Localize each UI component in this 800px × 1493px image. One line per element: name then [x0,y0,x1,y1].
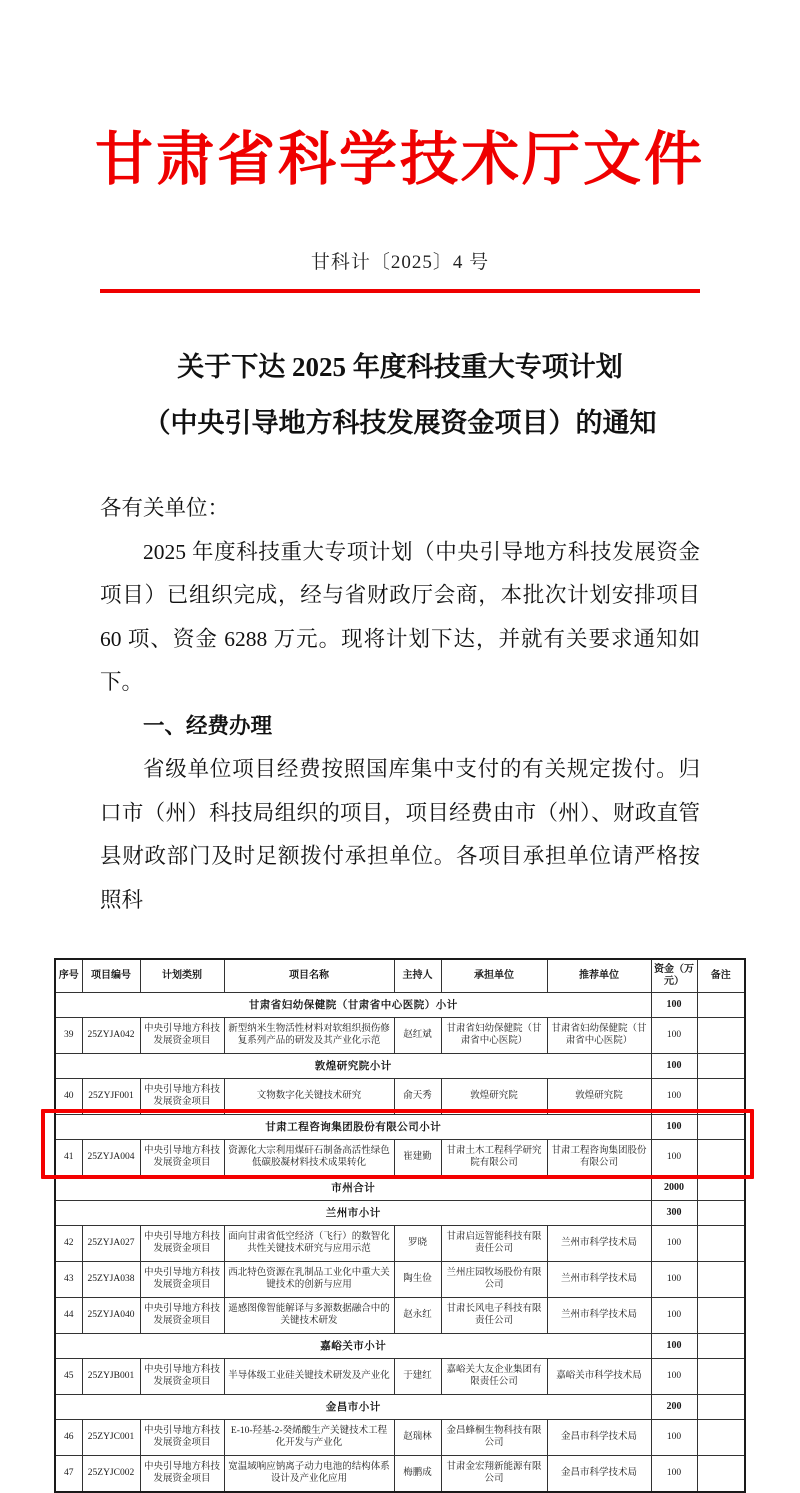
cell-leader: 陶生俭 [394,1262,441,1298]
table-header-row [55,959,745,993]
subtotal-note [697,1176,745,1201]
subtotal-amount: 2000 [651,1176,697,1201]
column-header-4: 主持人 [394,959,441,993]
subtotal-label: 嘉峪关市小计 [55,1334,651,1359]
cell-name: 西北特色资源在乳制品工业化中重大关键技术的创新与应用 [224,1262,394,1298]
cell-undertaker: 嘉峪关大友企业集团有限责任公司 [441,1359,547,1395]
cell-leader: 罗晓 [394,1226,441,1262]
column-header-3: 项目名称 [224,959,394,993]
project-row-44 [55,1298,745,1334]
agency-letterhead-title: 甘肃省科学技术厅文件 [94,127,705,192]
subtotal-label: 敦煌研究院小计 [55,1054,651,1079]
cell-category: 中央引导地方科技发展资金项目 [140,1262,224,1298]
subtotal-row [55,1334,745,1359]
subtotal-row [55,993,745,1018]
cell-leader: 梅鹏成 [394,1456,441,1493]
cell-code: 25ZYJC002 [82,1456,140,1493]
project-row-40 [55,1079,745,1115]
cell-name: 文物数字化关键技术研究 [224,1079,394,1115]
subtotal-label: 市州合计 [55,1176,651,1201]
cell-note [697,1140,745,1176]
cell-recommender: 甘肃工程咨询集团股份有限公司 [547,1140,651,1176]
subtotal-amount: 100 [651,993,697,1018]
subtotal-note [697,993,745,1018]
cell-recommender: 金昌市科学技术局 [547,1456,651,1493]
salutation: 各有关单位： [100,496,230,521]
cell-category: 中央引导地方科技发展资金项目 [140,1018,224,1054]
cell-seq: 45 [55,1359,82,1395]
cell-amount: 100 [651,1420,697,1456]
cell-leader: 俞天秀 [394,1079,441,1115]
cell-note [697,1456,745,1493]
cell-code: 25ZYJA027 [82,1226,140,1262]
cell-category: 中央引导地方科技发展资金项目 [140,1079,224,1115]
cell-note [697,1359,745,1395]
column-header-8: 备注 [697,959,745,993]
cell-note [697,1226,745,1262]
cell-code: 25ZYJA004 [82,1140,140,1176]
subtotal-amount: 300 [651,1201,697,1226]
paragraph-intro: 2025 年度科技重大专项计划（中央引导地方科技发展资金项目）已组织完成，经与省财政厅会商，本批次计划安排项目 60 项、资金 6288 万元。现将计划下达，并就有关要求通知如下。 [100,539,700,695]
letterhead-divider-line [100,289,700,293]
notice-title [0,339,800,451]
cell-undertaker: 甘肃长风电子科技有限责任公司 [441,1298,547,1334]
cell-undertaker: 甘肃省妇幼保健院（甘肃省中心医院） [441,1018,547,1054]
cell-name: 面向甘肃省低空经济（飞行）的数智化共性关键技术研究与应用示范 [224,1226,394,1262]
cell-name: 半导体级工业硅关键技术研发及产业化 [224,1359,394,1395]
cell-leader: 赵红斌 [394,1018,441,1054]
subtotal-row [55,1395,745,1420]
cell-name: 宽温域响应钠离子动力电池的结构体系设计及产业化应用 [224,1456,394,1493]
subtotal-amount: 100 [651,1115,697,1140]
paragraph-funding: 省级单位项目经费按照国库集中支付的有关规定拨付。归口市（州）科技局组织的项目，项目经费由市（州）、财政直管县财政部门及时足额拨付承担单位。各项目承担单位请严格按照科 [100,757,700,912]
subtotal-label: 金昌市小计 [55,1395,651,1420]
cell-recommender: 嘉峪关市科学技术局 [547,1359,651,1395]
subtotal-note [697,1115,745,1140]
cell-recommender: 兰州市科学技术局 [547,1298,651,1334]
cell-recommender: 兰州市科学技术局 [547,1262,651,1298]
subtotal-row [55,1115,745,1140]
cell-seq: 47 [55,1456,82,1493]
cell-category: 中央引导地方科技发展资金项目 [140,1420,224,1456]
cell-amount: 100 [651,1456,697,1493]
cell-leader: 崔建勤 [394,1140,441,1176]
cell-note [697,1079,745,1115]
document-body [0,487,800,922]
column-header-6: 推荐单位 [547,959,651,993]
cell-code: 25ZYJA040 [82,1298,140,1334]
subtotal-note [697,1395,745,1420]
cell-seq: 44 [55,1298,82,1334]
cell-leader: 赵瑞林 [394,1420,441,1456]
cell-category: 中央引导地方科技发展资金项目 [140,1456,224,1493]
column-header-7: 资金（万元） [651,959,697,993]
column-header-2: 计划类别 [140,959,224,993]
cell-recommender: 敦煌研究院 [547,1079,651,1115]
cell-code: 25ZYJC001 [82,1420,140,1456]
cell-undertaker: 甘肃土木工程科学研究院有限公司 [441,1140,547,1176]
cell-amount: 100 [651,1359,697,1395]
subtotal-note [697,1201,745,1226]
document-number: 甘科计〔2025〕4 号 [310,252,490,274]
cell-undertaker: 兰州庄园牧场股份有限公司 [441,1262,547,1298]
cell-note [697,1018,745,1054]
section-heading-funding: 一、经费办理 [143,713,273,738]
cell-amount: 100 [651,1262,697,1298]
subtotal-note [697,1054,745,1079]
subtotal-row [55,1201,745,1226]
project-row-43 [55,1262,745,1298]
cell-note [697,1420,745,1456]
subtotal-note [697,1334,745,1359]
cell-amount: 100 [651,1140,697,1176]
cell-amount: 100 [651,1298,697,1334]
column-header-0: 序号 [55,959,82,993]
subtotal-label: 兰州市小计 [55,1201,651,1226]
subtotal-row [55,1054,745,1079]
cell-category: 中央引导地方科技发展资金项目 [140,1226,224,1262]
cell-code: 25ZYJA038 [82,1262,140,1298]
cell-undertaker: 金昌蜂桐生物科技有限公司 [441,1420,547,1456]
cell-name: 资源化大宗利用煤矸石制备高活性绿色低碳胶凝材料技术成果转化 [224,1140,394,1176]
cell-seq: 46 [55,1420,82,1456]
cell-amount: 100 [651,1018,697,1054]
cell-undertaker: 甘肃启远智能科技有限责任公司 [441,1226,547,1262]
cell-note [697,1262,745,1298]
cell-recommender: 金昌市科学技术局 [547,1420,651,1456]
cell-leader: 赵永红 [394,1298,441,1334]
cell-name: 新型纳米生物活性材料对软组织损伤修复系列产品的研发及其产业化示范 [224,1018,394,1054]
cell-name: 遥感图像智能解译与多源数据融合中的关键技术研发 [224,1298,394,1334]
project-row-45 [55,1359,745,1395]
subtotal-label: 甘肃省妇幼保健院（甘肃省中心医院）小计 [55,993,651,1018]
project-row-39 [55,1018,745,1054]
cell-leader: 于建红 [394,1359,441,1395]
projects-table [54,958,746,1493]
cell-amount: 100 [651,1079,697,1115]
project-row-47 [55,1456,745,1493]
notice-title-line1: 关于下达 2025 年度科技重大专项计划 [177,352,623,383]
column-header-1: 项目编号 [82,959,140,993]
project-row-41 [55,1140,745,1176]
subtotal-amount: 200 [651,1395,697,1420]
notice-title-line2: （中央引导地方科技发展资金项目）的通知 [143,408,657,439]
cell-seq: 40 [55,1079,82,1115]
cell-category: 中央引导地方科技发展资金项目 [140,1140,224,1176]
subtotal-amount: 100 [651,1334,697,1359]
cell-category: 中央引导地方科技发展资金项目 [140,1298,224,1334]
cell-name: E-10-羟基-2-癸烯酸生产关键技术工程化开发与产业化 [224,1420,394,1456]
cell-seq: 43 [55,1262,82,1298]
cell-code: 25ZYJF001 [82,1079,140,1115]
cell-code: 25ZYJB001 [82,1359,140,1395]
cell-code: 25ZYJA042 [82,1018,140,1054]
project-row-46 [55,1420,745,1456]
cell-recommender: 甘肃省妇幼保健院（甘肃省中心医院） [547,1018,651,1054]
cell-undertaker: 甘肃金宏翔新能源有限公司 [441,1456,547,1493]
subtotal-label: 甘肃工程咨询集团股份有限公司小计 [55,1115,651,1140]
cell-note [697,1298,745,1334]
subtotal-amount: 100 [651,1054,697,1079]
cell-seq: 41 [55,1140,82,1176]
project-row-42 [55,1226,745,1262]
cell-category: 中央引导地方科技发展资金项目 [140,1359,224,1395]
cell-amount: 100 [651,1226,697,1262]
cell-seq: 39 [55,1018,82,1054]
cell-seq: 42 [55,1226,82,1262]
cell-undertaker: 敦煌研究院 [441,1079,547,1115]
projects-table-wrap [0,958,800,1493]
cell-recommender: 兰州市科学技术局 [547,1226,651,1262]
column-header-5: 承担单位 [441,959,547,993]
subtotal-row [55,1176,745,1201]
projects-table-body [55,993,745,1493]
